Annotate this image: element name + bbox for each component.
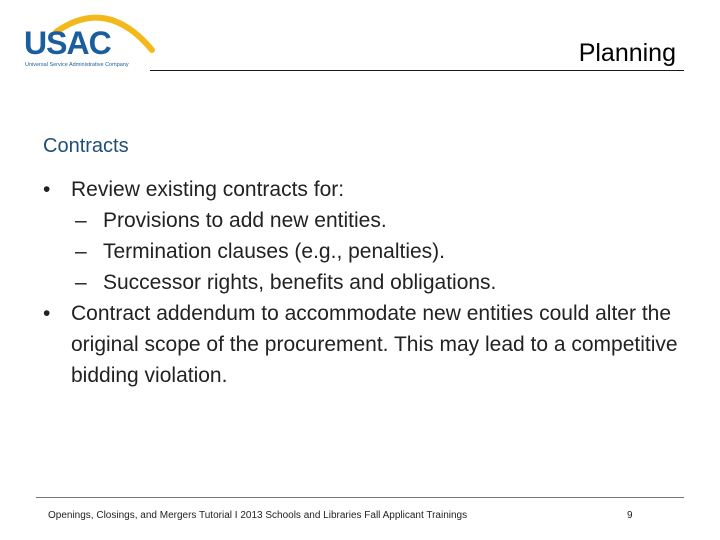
bullet-icon: • <box>43 178 51 201</box>
slide-title: Planning <box>578 39 676 67</box>
bullet-item <box>43 174 693 205</box>
bullet-icon: • <box>43 302 51 325</box>
bullet-list <box>43 174 693 391</box>
usac-logo <box>22 10 162 66</box>
sub-bullet-text: Termination clauses (e.g., penalties). <box>103 240 445 263</box>
bullet-text: Contract addendum to accommodate new entities could alter the original scope of the procurement. This may lead to a competitive bidding violation. <box>71 302 678 387</box>
footer-divider <box>36 497 684 498</box>
title-divider <box>150 70 684 71</box>
page-number: 9 <box>627 510 633 521</box>
logo-subtitle: Universal Service Administrative Company <box>25 62 129 68</box>
footer-text: Openings, Closings, and Mergers Tutorial I 2013 Schools and Libraries Fall Applicant Trainings <box>48 510 468 521</box>
sub-bullet-item <box>43 236 693 267</box>
dash-icon: – <box>75 271 87 294</box>
sub-bullet-item <box>43 267 693 298</box>
sub-bullet-text: Successor rights, benefits and obligations. <box>103 271 497 294</box>
bullet-item <box>43 298 693 391</box>
dash-icon: – <box>75 209 87 232</box>
sub-bullet-text: Provisions to add new entities. <box>103 209 387 232</box>
section-heading: Contracts <box>43 135 129 157</box>
bullet-text: Review existing contracts for: <box>71 178 345 201</box>
logo-text: USAC <box>24 25 111 61</box>
sub-bullet-item <box>43 205 693 236</box>
dash-icon: – <box>75 240 87 263</box>
